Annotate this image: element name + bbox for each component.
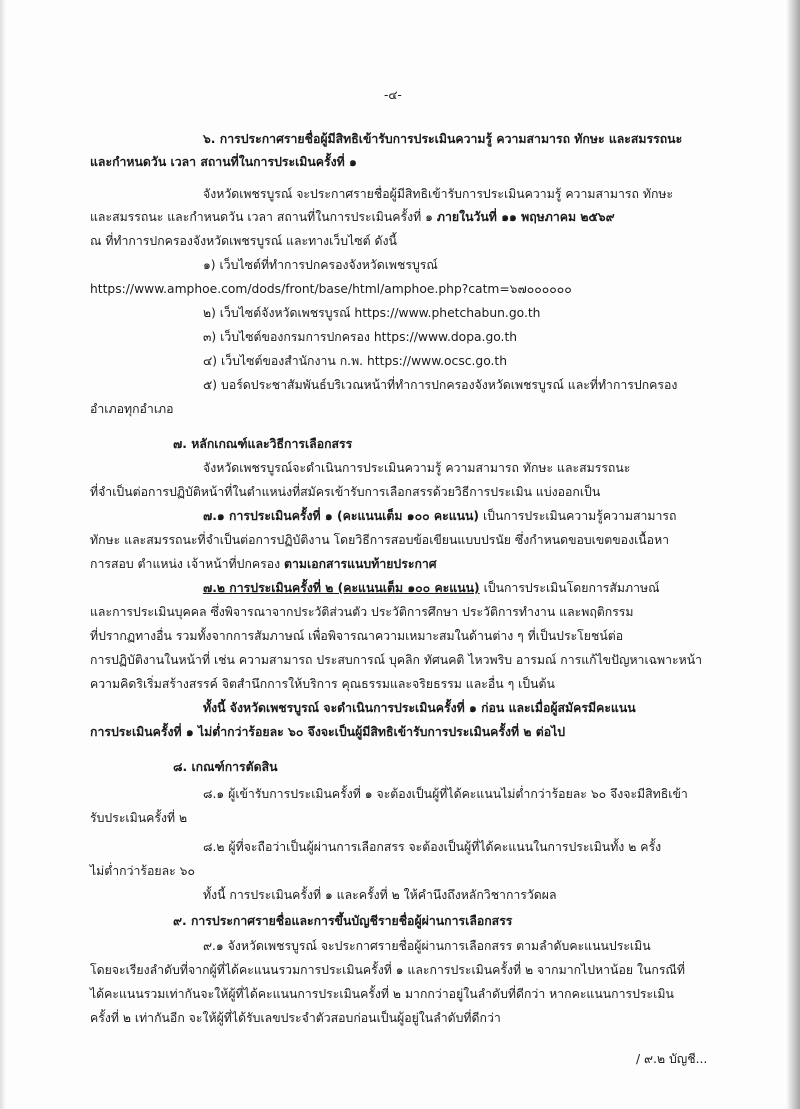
section7-1-line3-text: การสอบ ตำแหน่ง เจ้าหน้าที่ปกครอง bbox=[90, 557, 285, 571]
section7-1-line2: ทักษะ และสมรรถนะที่จำเป็นต่อการปฏิบัติงาน โดยวิธีการสอบข้อเขียนแบบปรนัย ซึ่งกำหนดขอบเขตของเนื้อหา bbox=[90, 533, 670, 547]
section8-note: ทั้งนี้ การประเมินครั้งที่ ๑ และครั้งที่ ๒ ให้คำนึงถึงหลักวิชาการวัดผล bbox=[203, 888, 557, 902]
page-number: -๔- bbox=[384, 88, 402, 102]
section7-2-line2: และการประเมินบุคคล ซึ่งพิจารณาจากประวัติส่วนตัว ประวัติการศึกษา ประวัติการทำงาน และพฤติกรรม bbox=[90, 605, 634, 619]
section6-paragraph-line2 bbox=[90, 208, 615, 226]
continuation-note: / ๙.๒ บัญชี... bbox=[636, 1052, 708, 1066]
section7-2-line3: ที่ปรากฏทางอื่น รวมทั้งจากการสัมภาษณ์ เพื่อพิจารณาความเหมาะสมในด้านต่าง ๆ ที่เป็นประโยชน์ต่อ bbox=[90, 629, 624, 643]
section7-2-line1-text: เป็นการประเมินโดยการสัมภาษณ์ bbox=[479, 581, 660, 595]
section7-paragraph-line1: จังหวัดเพชรบูรณ์จะดำเนินการประเมินความรู้ ความสามารถ ทักษะ และสมรรถนะ bbox=[203, 461, 631, 475]
section7-1-line1-text: เป็นการประเมินความรู้ความสามารถ bbox=[479, 509, 677, 523]
channel-item-5-line2: อำเภอทุกอำเภอ bbox=[90, 402, 174, 416]
section9-1-line4: ครั้งที่ ๒ เท่ากันอีก จะให้ผู้ที่ได้รับเลขประจำตัวสอบก่อนเป็นผู้อยู่ในลำดับที่ดีกว่า bbox=[90, 1011, 501, 1025]
section7-1-line1 bbox=[203, 507, 676, 525]
section7-2-line1 bbox=[203, 579, 660, 597]
section8-1-line1: ๘.๑ ผู้เข้ารับการประเมินครั้งที่ ๑ จะต้องเป็นผู้ที่ได้คะแนนไม่ต่ำกว่าร้อยละ ๖๐ จึงจะมีสิทธิเข้า bbox=[203, 787, 688, 801]
attachment-reference: ตามเอกสารแนบท้ายประกาศ bbox=[284, 557, 437, 571]
section7-note-line2: การประเมินครั้งที่ ๑ ไม่ต่ำกว่าร้อยละ ๖๐ จึงจะเป็นผู้มีสิทธิเข้ารับการประเมินครั้งที่ ๒ ต่อไป bbox=[90, 725, 566, 739]
section7-2-line4: การปฏิบัติงานในหน้าที่ เช่น ความสามารถ ประสบการณ์ บุคลิก ทัศนคติ ไหวพริบ อารมณ์ การแก้ไขปัญหาเฉพาะหน้า bbox=[90, 653, 703, 667]
channel-item-5-line1: ๕) บอร์ดประชาสัมพันธ์บริเวณหน้าที่ทำการปกครองจังหวัดเพชรบูรณ์ และที่ทำการปกครอง bbox=[203, 378, 678, 392]
section6-paragraph-line3: ณ ที่ทำการปกครองจังหวัดเพชรบูรณ์ และทางเว็บไซต์ ดังนี้ bbox=[90, 234, 397, 248]
section7-1-line3 bbox=[90, 555, 437, 573]
section6-heading-line1: ๖. การประกาศรายชื่อผู้มีสิทธิเข้ารับการประเมินความรู้ ความสามารถ ทักษะ และสมรรถนะ bbox=[203, 132, 683, 146]
channel-item-1: ๑) เว็บไซต์ที่ทำการปกครองจังหวัดเพชรบูรณ์ bbox=[203, 258, 438, 272]
section6-heading-line2: และกำหนดวัน เวลา สถานที่ในการประเมินครั้งที่ ๑ bbox=[90, 155, 357, 169]
announcement-date: ภายในวันที่ ๑๑ พฤษภาคม ๒๕๖๙ bbox=[436, 210, 615, 224]
section7-2-line5: ความคิดริเริ่มสร้างสรรค์ จิตสำนึกการให้บริการ คุณธรรมและจริยธรรม และอื่น ๆ เป็นต้น bbox=[90, 677, 555, 691]
section9-1-line2: โดยจะเรียงลำดับที่จากผู้ที่ได้คะแนนรวมการประเมินครั้งที่ ๑ และการประเมินครั้งที่ ๒ จากมากไปหาน้อย ในกรณีที่ bbox=[90, 963, 685, 977]
section7-note-line1: ทั้งนี้ จังหวัดเพชรบูรณ์ จะดำเนินการประเมินครั้งที่ ๑ ก่อน และเมื่อผู้สมัครมีคะแนน bbox=[203, 701, 636, 715]
section8-1-line2: รับประเมินครั้งที่ ๒ bbox=[90, 811, 188, 825]
channel-item-4: ๔) เว็บไซต์ของสำนักงาน ก.พ. https://www.ocsc.go.th bbox=[203, 354, 508, 368]
section8-2-line2: ไม่ต่ำกว่าร้อยละ ๖๐ bbox=[90, 864, 195, 878]
scan-edge-shadow-left bbox=[0, 0, 6, 1109]
channel-item-1-url: https://www.amphoe.com/dods/front/base/html/amphoe.php?catm=๖๗๐๐๐๐๐๐ bbox=[90, 282, 572, 296]
channel-item-2: ๒) เว็บไซต์จังหวัดเพชรบูรณ์ https://www.phetchabun.go.th bbox=[203, 306, 541, 320]
section7-heading: ๗. หลักเกณฑ์และวิธีการเลือกสรร bbox=[173, 437, 353, 451]
channel-item-3: ๓) เว็บไซต์ของกรมการปกครอง https://www.dopa.go.th bbox=[203, 330, 518, 344]
section8-heading: ๘. เกณฑ์การตัดสิน bbox=[173, 760, 278, 774]
section9-1-line1: ๙.๑ จังหวัดเพชรบูรณ์ จะประกาศรายชื่อผู้ผ่านการเลือกสรร ตามลำดับคะแนนประเมิน bbox=[203, 939, 651, 953]
section6-paragraph-line2-text: และสมรรถนะ และกำหนดวัน เวลา สถานที่ในการประเมินครั้งที่ ๑ bbox=[90, 210, 437, 224]
scan-edge-shadow-right bbox=[786, 0, 800, 1109]
section9-heading: ๙. การประกาศรายชื่อและการขึ้นบัญชีรายชื่อผู้ผ่านการเลือกสรร bbox=[173, 914, 513, 928]
section6-paragraph-line1: จังหวัดเพชรบูรณ์ จะประกาศรายชื่อผู้มีสิทธิเข้ารับการประเมินความรู้ ความสามารถ ทักษะ bbox=[203, 187, 674, 201]
section9-1-line3: ได้คะแนนรวมเท่ากันจะให้ผู้ที่ได้คะแนนการประเมินครั้งที่ ๒ มากกว่าอยู่ในลำดับที่ดีกว่า หากคะแนนการประเมิน bbox=[90, 987, 674, 1001]
section7-1-heading: ๗.๑ การประเมินครั้งที่ ๑ (คะแนนเต็ม ๑๐๐ คะแนน) bbox=[203, 509, 480, 523]
section8-2-line1: ๘.๒ ผู้ที่จะถือว่าเป็นผู้ผ่านการเลือกสรร จะต้องเป็นผู้ที่ได้คะแนนในการประเมินทั้ง ๒ ครั้ง bbox=[203, 840, 662, 854]
section7-paragraph-line2: ที่จำเป็นต่อการปฏิบัติหน้าที่ในตำแหน่งที่สมัครเข้ารับการเลือกสรรด้วยวิธีการประเมิน แบ่งออกเป็น bbox=[90, 485, 601, 499]
section7-2-heading: ๗.๒ การประเมินครั้งที่ ๒ (คะแนนเต็ม ๑๐๐ คะแนน) bbox=[203, 581, 480, 595]
